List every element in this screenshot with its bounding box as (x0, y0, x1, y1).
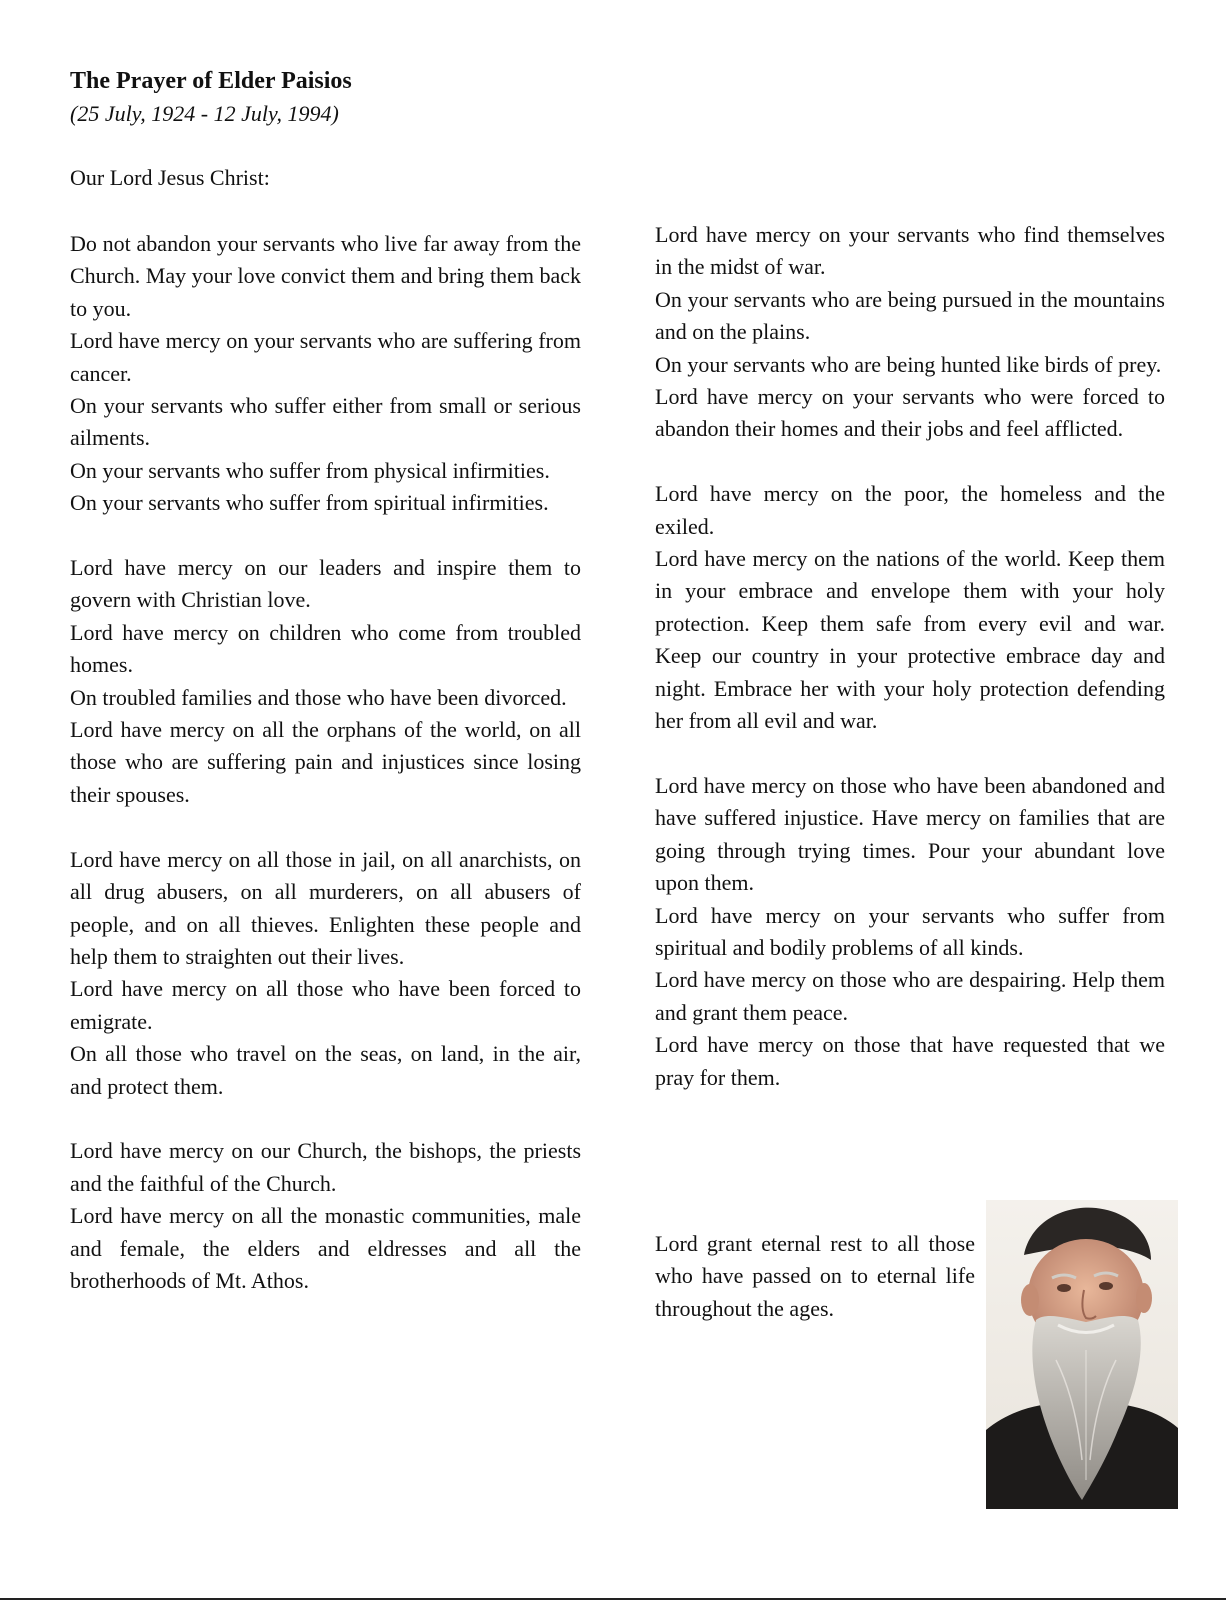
prayer-line: Lord have mercy on our leaders and inspire them to govern with Christian love. (70, 555, 581, 613)
document-title: The Prayer of Elder Paisios (70, 68, 352, 94)
prayer-line: Lord have mercy on those who are despairing. Help them and grant them peace. (655, 967, 1165, 1025)
prayer-line: On troubled families and those who have been divorced. (70, 684, 567, 710)
prayer-line: Lord have mercy on children who come from troubled homes. (70, 619, 581, 678)
page-bottom-rule (0, 1598, 1226, 1600)
prayer-line: Lord have mercy on your servants who are suffering from cancer. (70, 328, 581, 386)
elder-portrait-photo (986, 1200, 1178, 1509)
prayer-line: Lord have mercy on all the monastic communities, male and female, the elders and eldresses and all the brotherhoods of Mt. Athos. (70, 1203, 581, 1293)
paragraph (70, 228, 581, 520)
paragraph (70, 552, 581, 811)
paragraph (655, 478, 1165, 737)
prayer-line: Lord have mercy on our Church, the bishops, the priests and the faithful of the Church. (70, 1138, 581, 1196)
prayer-line: On your servants who suffer either from small or serious ailments. (70, 393, 581, 451)
paragraph (655, 219, 1165, 446)
prayer-line: Lord have mercy on your servants who were forced to abandon their homes and their jobs and feel afflicted. (655, 384, 1165, 442)
prayer-line: Lord have mercy on all the orphans of the world, on all those who are suffering pain and injustices since losing their spouses. (70, 717, 581, 807)
prayer-line: On your servants who suffer from spiritual infirmities. (70, 490, 549, 516)
prayer-line: Lord have mercy on your servants who suffer from spiritual and bodily problems of all kinds. (655, 902, 1165, 960)
portrait-image (986, 1200, 1178, 1509)
paragraph (70, 844, 581, 1103)
prayer-line: Lord have mercy on those who have been abandoned and have suffered injustice. Have mercy on families that are going through trying times. Pour your abundant love upon them. (655, 772, 1165, 896)
paragraph (70, 1135, 581, 1297)
prayer-line: Lord have mercy on the nations of the world. Keep them in your embrace and envelope them with your holy protection. Keep them safe from every evil and war. Keep our country in your protective embrace day and night. Embrace her with your holy protection defending her from all evil and war. (655, 546, 1165, 734)
salutation: Our Lord Jesus Christ: (70, 165, 270, 190)
prayer-line: On your servants who are being hunted like birds of prey. (655, 351, 1162, 377)
paragraph (655, 770, 1165, 1094)
life-dates: (25 July, 1924 - 12 July, 1994) (70, 101, 339, 126)
prayer-line: Do not abandon your servants who live far away from the Church. May your love convict them and bring them back to you. (70, 231, 581, 321)
left-column (70, 228, 581, 1330)
prayer-line: Lord have mercy on all those in jail, on all anarchists, on all drug abusers, on all murderers, on all abusers of people, and on all thieves. Enlighten these people and help them to straighten out their lives. (70, 846, 581, 969)
prayer-line: On all those who travel on the seas, on land, in the air, and protect them. (70, 1041, 581, 1099)
prayer-line: Lord have mercy on the poor, the homeless and the exiled. (655, 481, 1165, 539)
prayer-line: Lord have mercy on those that have requested that we pray for them. (655, 1032, 1165, 1090)
prayer-line: On your servants who suffer from physical infirmities. (70, 457, 550, 483)
prayer-line: Lord have mercy on all those who have been forced to emigrate. (70, 976, 581, 1034)
right-column (655, 219, 1165, 1126)
final-paragraph: Lord grant eternal rest to all those who have passed on to eternal life throughout the ages. (655, 1231, 975, 1321)
prayer-line: Lord have mercy on your servants who find themselves in the midst of war. (655, 222, 1165, 280)
prayer-line: On your servants who are being pursued in the mountains and on the plains. (655, 286, 1165, 345)
